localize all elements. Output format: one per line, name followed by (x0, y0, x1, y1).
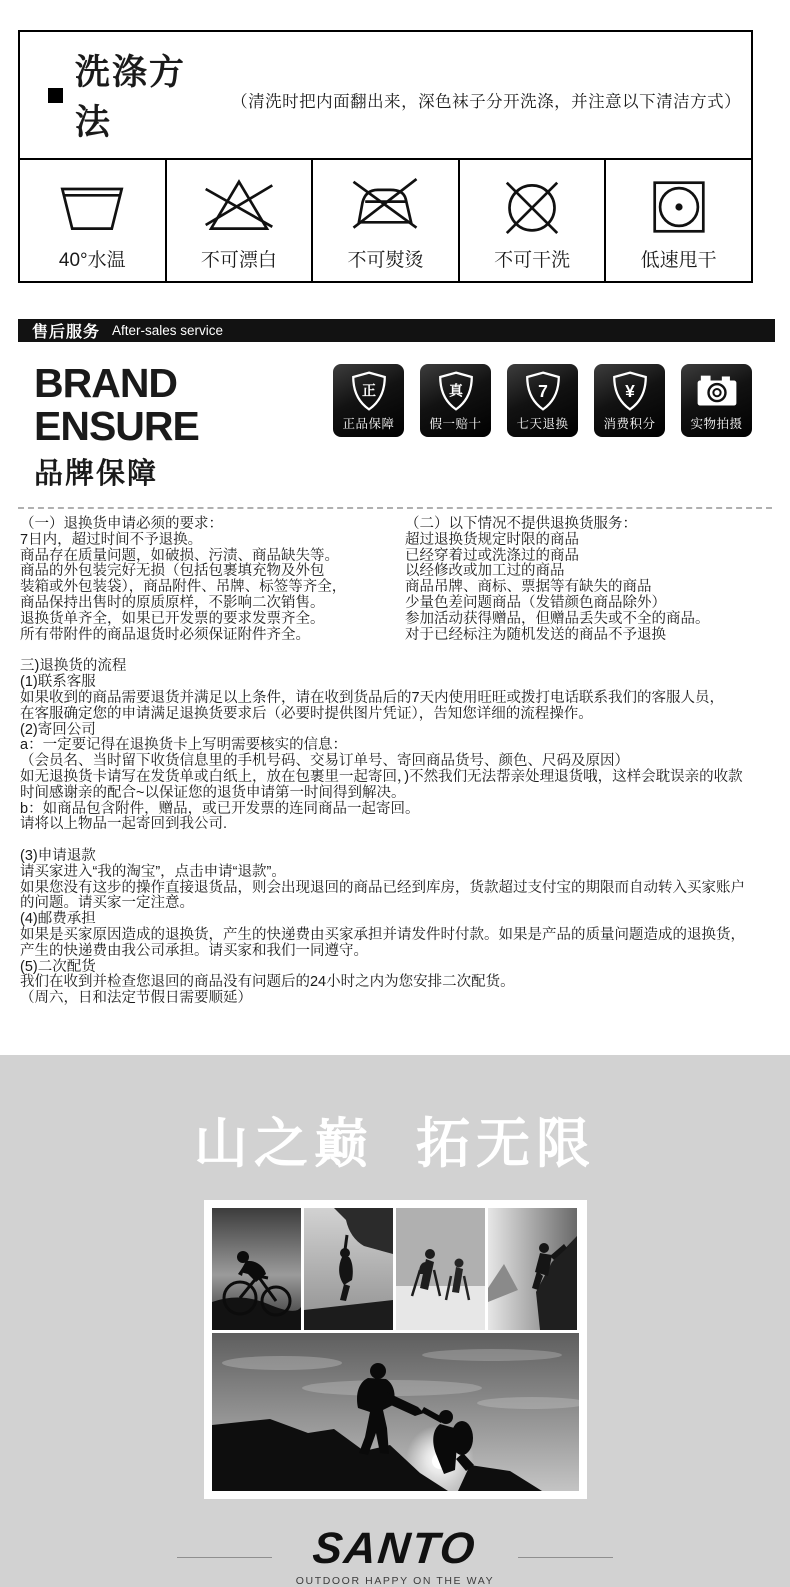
text-line: 请买家进入“我的淘宝”，点击申请“退款”。 (20, 863, 286, 880)
no-bleach-icon (203, 171, 275, 243)
text-line: 装箱或外包装袋），商品附件、吊牌、标签等齐全， (20, 579, 347, 596)
washing-title: 洗涤方法 (74, 53, 186, 142)
text-line: 如果是买家原因造成的退换货，产生的快递费由买家承担并请发件时付款。如果是产品的质量问题造成的退换货， (20, 927, 745, 944)
brand-tagline: OUTDOOR HAPPY ON THE WAY (295, 1575, 495, 1587)
text-line: 所有带附件的商品退货时必须保证附件齐全。 (20, 626, 310, 643)
text-line: 我们在收到并检查您退回的商品没有问题后的24小时之内为您安排二次配货。 (20, 974, 515, 991)
shield-icon (435, 369, 477, 413)
text-line: 如果收到的商品需要退货并满足以上条件，请在收到货品后的7天内使用旺旺或拨打电话联系我们的客服人员， (20, 690, 725, 707)
badge-7-day-return (507, 364, 578, 437)
badge-label: 七天退换 (516, 417, 569, 431)
text-line: 请将以上物品一起寄回到我公司. (20, 816, 228, 833)
badge-label: 假一赔十 (429, 417, 482, 431)
brand-ensure-section (34, 362, 752, 492)
photo-alpine-climbing (488, 1208, 577, 1330)
return-flow-text (0, 643, 790, 1007)
text-line: a：一定要记得在退换货卡上写明需要核实的信息： (20, 737, 348, 754)
brand-title-en: BRAND ENSURE (34, 360, 199, 450)
text-line: （会员名、当时留下收货信息里的手机号码、交易订单号、寄回商品货号、颜色、尺码及原因） (20, 753, 629, 770)
left-rule (177, 1557, 272, 1558)
text-line: b：如商品包含附件，赠品，或已开发票的连同商品一起寄回。 (20, 800, 420, 817)
text-line: 商品的外包装完好无损（包括包裹填充物及外包 (20, 563, 325, 580)
text-line: 少量色差问题商品（发错颜色商品除外） (405, 595, 666, 612)
care-label: 不可漂白 (200, 250, 277, 271)
shield-icon (609, 369, 651, 413)
return-policy-columns (0, 516, 790, 643)
policy-column-exclusions (405, 517, 770, 643)
text-line: 的问题。请买家一定注意。 (20, 895, 194, 912)
care-symbol-no-bleach (167, 160, 314, 281)
text-line: （周六，日和法定节假日需要顺延） (20, 990, 252, 1007)
shield-icon (348, 369, 390, 413)
text-line: 商品存在质量问题，如破损、污渍、商品缺失等。 (20, 547, 339, 564)
photo-row (212, 1208, 579, 1330)
badge-label: 正品保障 (342, 417, 395, 431)
text-line: 以经修改或加工过的商品 (405, 563, 565, 580)
brand-logo-row (0, 1524, 790, 1587)
badge-consumer-points (594, 364, 665, 437)
guarantee-badges (333, 364, 752, 437)
svg-text:¥: ¥ (624, 381, 635, 402)
care-symbol-wash-40 (20, 160, 167, 281)
brand-logo-block (295, 1524, 495, 1587)
photo-rock-climbing (304, 1208, 393, 1330)
policy-column-requirements (20, 517, 405, 643)
care-symbol-low-speed-spin (606, 160, 751, 281)
text-line: (2)寄回公司 (20, 721, 96, 738)
after-sales-service-bar (18, 319, 775, 342)
svg-text:真: 真 (448, 382, 463, 399)
santo-logo: SANTO (310, 1524, 480, 1573)
care-label: 不可熨烫 (347, 250, 424, 271)
badge-fake-compensation (420, 364, 491, 437)
photo-large (212, 1333, 579, 1491)
text-line: 参加活动获得赠品，但赠品丢失或不全的商品。 (405, 610, 710, 627)
dashed-divider (18, 507, 772, 509)
care-label: 不可干洗 (494, 250, 571, 271)
washing-subtitle: （清洗时把内面翻出来，深色袜子分开洗涤，并注意以下清洁方式） (231, 93, 742, 111)
svg-text:7: 7 (537, 381, 548, 402)
photo-collage-panel (204, 1200, 587, 1499)
footer-slogan: 山之巅 拓无限 (193, 1114, 596, 1174)
text-line: （一）退换货申请必须的要求： (20, 516, 223, 533)
badge-label: 消费积分 (603, 417, 656, 431)
photo-mountain-biking (212, 1208, 301, 1330)
text-line: 超过退换货规定时限的商品 (405, 531, 579, 548)
right-rule (518, 1557, 613, 1558)
text-line: （二）以下情况不提供退换货服务： (405, 516, 637, 533)
service-bar-title-en: After-sales service (112, 323, 224, 338)
care-symbol-no-iron (313, 160, 460, 281)
text-line: (4)邮费承担 (20, 911, 96, 928)
text-line: (3)申请退款 (20, 848, 96, 865)
no-dry-clean-icon (496, 171, 568, 243)
care-symbols-row (20, 160, 751, 281)
svg-text:正: 正 (361, 382, 376, 399)
badge-genuine (333, 364, 404, 437)
photo-snow-trekking (396, 1208, 485, 1330)
shield-icon (522, 369, 564, 413)
square-bullet-icon (48, 88, 63, 103)
text-line: 如无退换货卡请写在发货单或白纸上，放在包裹里一起寄回，)不然我们无法帮亲处理退货哦，这样会耽误亲的收款 (20, 769, 743, 786)
care-label: 40°水温 (58, 250, 126, 271)
washing-header (20, 32, 751, 160)
text-line: 退换货单齐全，如果已开发票的要求发票齐全。 (20, 610, 325, 627)
service-bar-title-cn: 售后服务 (32, 324, 101, 341)
text-line (20, 833, 770, 849)
brand-footer (0, 1055, 790, 1587)
photo-helping-hand-summit (212, 1333, 579, 1491)
text-line: 已经穿着过或洗涤过的商品 (405, 547, 579, 564)
text-line: 在客服确定您的申请满足退换货要求后（必要时提供图片凭证），告知您详细的流程操作。 (20, 705, 593, 722)
text-line: 商品吊牌、商标、票据等有缺失的商品 (405, 579, 652, 596)
text-line: 如果您没有这步的操作直接退货品，则会出现退回的商品已经到库房，货款超过支付宝的期限而自动转入买家账户 (20, 879, 745, 896)
text-line: (1)联系客服 (20, 674, 96, 691)
text-line: 三)退换货的流程 (20, 658, 127, 675)
text-line: 商品保持出售时的原质原样，不影响二次销售。 (20, 595, 325, 612)
camera-icon (696, 369, 738, 413)
brand-titles (34, 362, 333, 492)
text-line: 7日内，超过时间不予退换。 (20, 531, 203, 548)
badge-real-photos (681, 364, 752, 437)
text-line: 对于已经标注为随机发送的商品不予退换 (405, 626, 666, 643)
care-symbol-no-dry-clean (460, 160, 607, 281)
brand-title-cn: 品牌保障 (34, 458, 159, 491)
care-label: 低速甩干 (640, 250, 717, 271)
no-iron-icon (349, 171, 421, 243)
washing-instructions-panel (18, 30, 753, 283)
text-line: 时间感谢亲的配合~以保证您的退货申请第一时间得到解决。 (20, 784, 406, 801)
badge-label: 实物拍摄 (690, 417, 743, 431)
low-speed-spin-icon (643, 171, 715, 243)
wash-basin-40-icon (56, 171, 128, 243)
text-line: (5)二次配货 (20, 958, 96, 975)
text-line: 产生的快递费由我公司承担。请买家和我们一同遵守。 (20, 942, 368, 959)
